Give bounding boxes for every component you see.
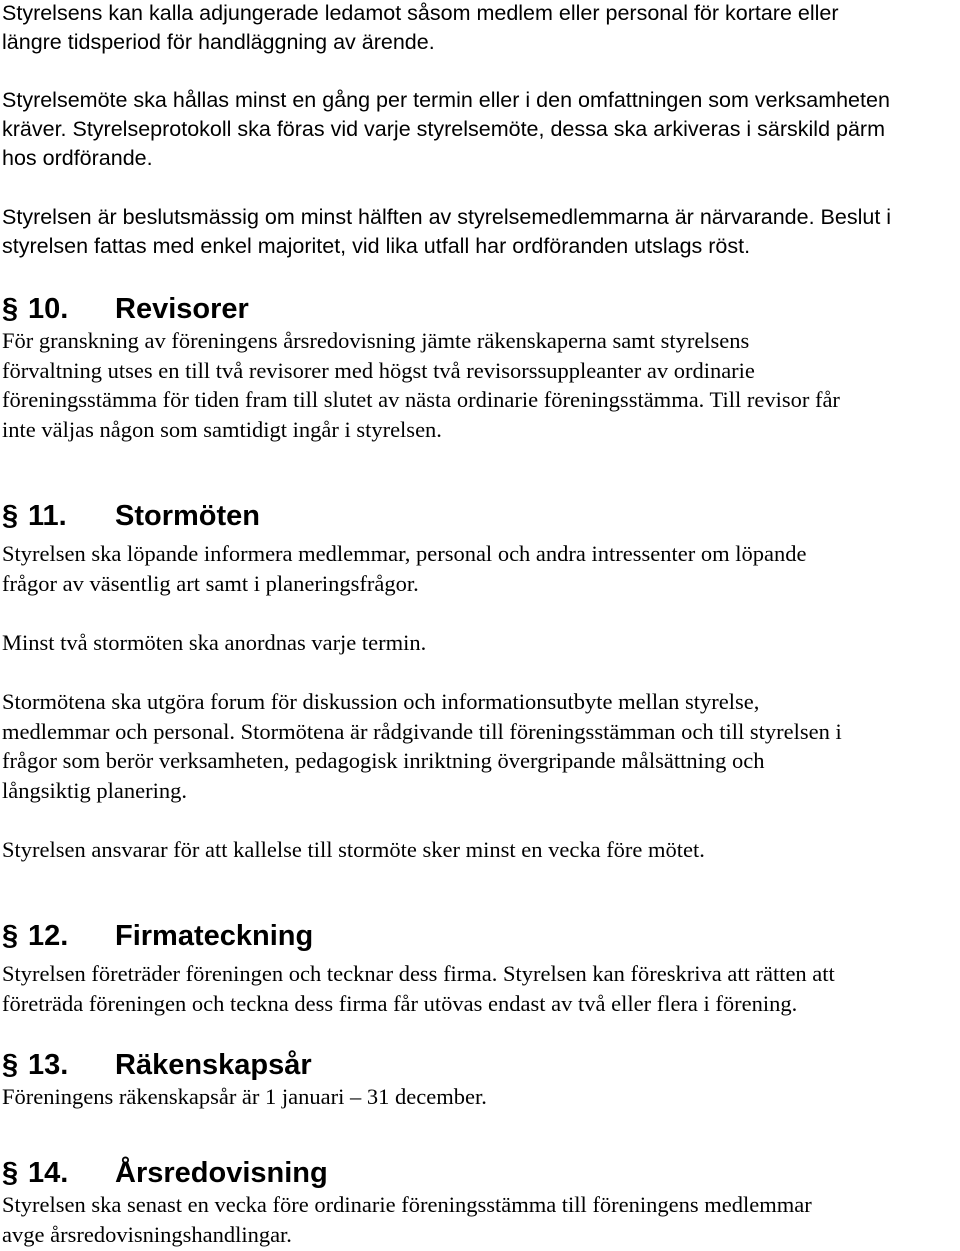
section-number: 12. <box>28 920 69 952</box>
section-heading-arsredovisning <box>2 1155 328 1191</box>
paragraph-stormoten-forum: Stormötena ska utgöra forum för diskussion och informationsutbyte mellan styrelse, medlemmar och personal. Stormötena är rådgivande till föreningsstämman och till styrelsen i frågor som berör verksamheten, pedagogisk inriktning övergripande målsättning och långsiktig planering. <box>2 689 842 803</box>
paragraph-revisorer: För granskning av föreningens årsredovisning jämte räkenskaperna samt styrelsens förvaltning utses en till två revisorer med högst två revisorssuppleanter av ordinarie föreningsstämma för tiden fram till slutet av nästa ordinarie föreningsstämma. Till revisor får inte väljas någon som samtidigt ingår i styrelsen. <box>2 328 840 442</box>
paragraph-rakenskapsar: Föreningens räkenskapsår är 1 januari – 31 december. <box>2 1084 487 1109</box>
section-number: 14. <box>28 1157 69 1189</box>
section-heading-stormoten <box>2 498 260 534</box>
paragraph-firmateckning: Styrelsen företräder föreningen och tecknar dess firma. Styrelsen kan föreskriva att rätten att företräda föreningen och teckna dess firma får utövas endast av två eller flera i förening. <box>2 961 835 1016</box>
section-number: 13. <box>28 1049 69 1081</box>
section-heading-rakenskapsar <box>2 1047 312 1083</box>
paragraph-board-meetings: Styrelsemöte ska hållas minst en gång per termin eller i den omfattningen som verksamheten kräver. Styrelseprotokoll ska föras vid varje styrelsemöte, dessa ska arkiveras i särskild pärm hos ordförande. <box>2 88 890 170</box>
section-heading-firmateckning <box>2 918 313 954</box>
paragraph-stormoten-count: Minst två stormöten ska anordnas varje termin. <box>2 630 427 655</box>
paragraph-arsredovisning: Styrelsen ska senast en vecka före ordinarie föreningsstämma till föreningens medlemmar avge årsredovisningshandlingar. <box>2 1192 812 1247</box>
section-title: Revisorer <box>115 293 249 325</box>
section-title: Firmateckning <box>115 920 314 952</box>
paragraph-stormoten-info: Styrelsen ska löpande informera medlemmar, personal och andra intressenter om löpande frågor av väsentlig art samt i planeringsfrågor. <box>2 541 807 596</box>
paragraph-quorum: Styrelsen är beslutsmässig om minst hälften av styrelsemedlemmarna är närvarande. Beslut i styrelsen fattas med enkel majoritet, vid lika utfall har ordföranden utslags röst. <box>2 205 892 258</box>
section-number: 11. <box>28 500 67 532</box>
paragraph-adjunct-members: Styrelsens kan kalla adjungerade ledamot såsom medlem eller personal för kortare eller längre tidsperiod för handläggning av ärende. <box>2 1 839 54</box>
section-symbol: § <box>2 920 19 952</box>
section-symbol: § <box>2 500 19 532</box>
section-number: 10. <box>28 293 69 325</box>
section-heading-revisorer <box>2 291 249 327</box>
section-title: Räkenskapsår <box>115 1049 312 1081</box>
section-symbol: § <box>2 1049 19 1081</box>
paragraph-stormoten-kallelse: Styrelsen ansvarar för att kallelse till stormöte sker minst en vecka före mötet. <box>2 837 705 862</box>
section-title: Stormöten <box>115 500 260 532</box>
section-title: Årsredovisning <box>115 1157 328 1189</box>
section-symbol: § <box>2 1157 19 1189</box>
section-symbol: § <box>2 293 19 325</box>
